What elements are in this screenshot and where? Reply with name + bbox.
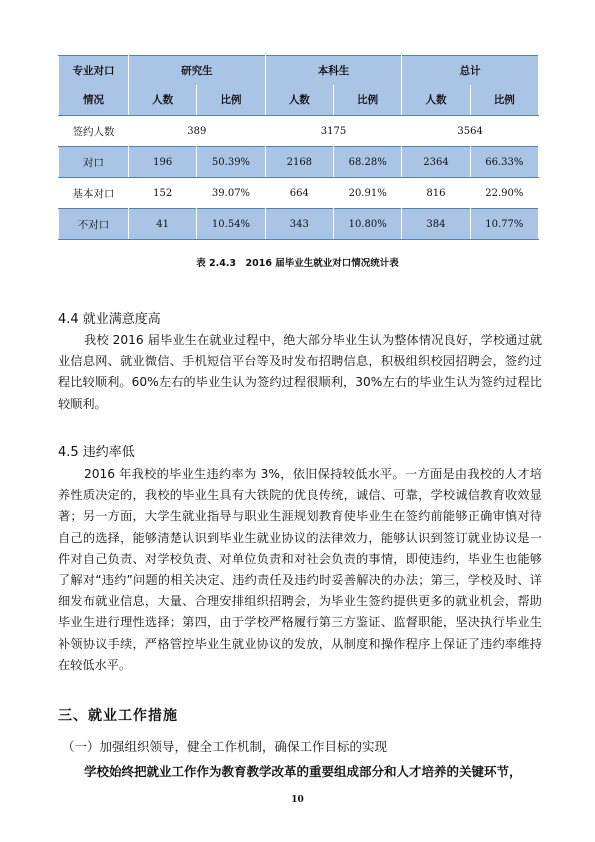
signed-total: 3564: [402, 116, 539, 147]
cell: 816: [402, 178, 470, 209]
header-match-label: 专业对口: [59, 56, 129, 85]
cell: 41: [129, 209, 197, 240]
section-4-4-paragraph: 我校 2016 届毕业生在就业过程中，绝大部分毕业生认为整体情况良好，学校通过就业信息网、就业微信、手机短信平台等及时发布招聘信息，积极组织校园招聘会，签约过程比较顺利。60%左右的毕业生认为签约过程很顺利，30%左右的毕业生认为签约过程比较顺利。: [58, 333, 542, 411]
header-situation: 情况: [59, 85, 129, 116]
table-caption: 表 2.4.3 2016 届毕业生就业对口情况统计表: [196, 258, 399, 269]
row-label: 基本对口: [59, 178, 129, 209]
subsection-heading: （一）加强组织领导，健全工作机制，确保工作目标的实现: [62, 739, 388, 754]
chapter-paragraph: 学校始终把就业工作作为教育教学改革的重要组成部分和人才培养的关键环节，: [84, 764, 522, 779]
header-count: 人数: [129, 85, 197, 116]
cell: 2168: [265, 147, 333, 178]
cell: 50.39%: [197, 147, 265, 178]
table-row: [59, 178, 539, 209]
cell: 152: [129, 178, 197, 209]
table-row: [59, 209, 539, 240]
row-label: 签约人数: [59, 116, 129, 147]
section-heading-4-4: 4.4 就业满意度高: [58, 312, 161, 327]
page-number: 10: [291, 795, 304, 805]
employment-match-table: [58, 55, 539, 240]
cell: 384: [402, 209, 470, 240]
cell: 10.77%: [470, 209, 538, 240]
table-row: [59, 147, 539, 178]
section-heading-4-5: 4.5 违约率低: [58, 445, 135, 460]
cell: 10.54%: [197, 209, 265, 240]
header-ratio: 比例: [470, 85, 538, 116]
header-ratio: 比例: [333, 85, 401, 116]
cell: 343: [265, 209, 333, 240]
header-ratio: 比例: [197, 85, 265, 116]
table-row-signed: [59, 116, 539, 147]
section-4-5-paragraph: 2016 年我校的毕业生违约率为 3%，依旧保持较低水平。一方面是由我校的人才培养性质决定的，我校的毕业生具有大铁院的优良传统，诚信、可靠，学校诚信教育收效显著；另一方面，大学生就业指导与职业生涯规划教育使毕业生在签约前能够正确审慎对待自己的选择，能够清楚认识到毕业生就业协议的法律效力，能够认识到签订就业协议是一件对自己负责、对学校负责、对单位负责和对社会负责的事情，即使违约，毕业生也能够了解对“违约”问题的相关决定、违约责任及违约时妥善解决的办法；第三，学校及时、详细发布就业信息，大量、合理安排组织招聘会，为毕业生签约提供更多的就业机会，帮助毕业生进行理性选择；第四，由于学校严格履行第三方鉴证、监督职能，坚决执行毕业生补领协议手续，严格管控毕业生就业协议的发放，从制度和操作程序上保证了违约率维持在较低水平。: [58, 467, 542, 672]
row-label: 对口: [59, 147, 129, 178]
cell: 68.28%: [333, 147, 401, 178]
header-total: 总计: [402, 56, 539, 85]
table-header-row-2: [59, 85, 539, 116]
header-count: 人数: [402, 85, 470, 116]
cell: 22.90%: [470, 178, 538, 209]
table-header-row-1: [59, 56, 539, 85]
cell: 196: [129, 147, 197, 178]
cell: 2364: [402, 147, 470, 178]
signed-undergraduate: 3175: [265, 116, 402, 147]
cell: 664: [265, 178, 333, 209]
header-count: 人数: [265, 85, 333, 116]
cell: 39.07%: [197, 178, 265, 209]
cell: 20.91%: [333, 178, 401, 209]
header-undergraduate: 本科生: [265, 56, 402, 85]
cell: 66.33%: [470, 147, 538, 178]
signed-graduate: 389: [129, 116, 266, 147]
header-graduate: 研究生: [129, 56, 266, 85]
chapter-heading: 三、就业工作措施: [58, 708, 178, 724]
row-label: 不对口: [59, 209, 129, 240]
cell: 10.80%: [333, 209, 401, 240]
